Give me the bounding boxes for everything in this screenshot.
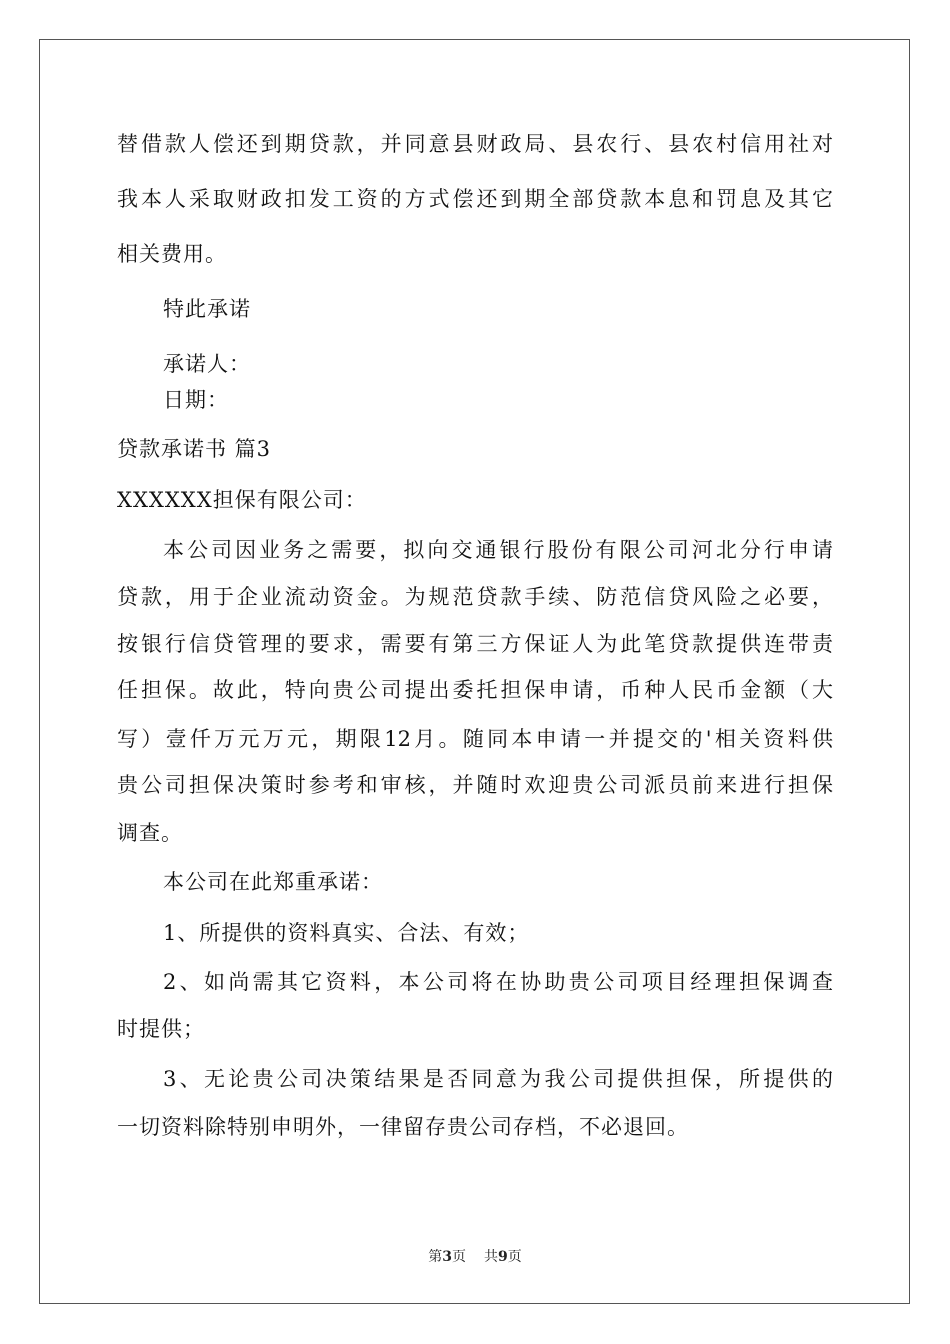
footer-total-suffix: 页 xyxy=(507,1249,522,1265)
text-line: 任担保。故此，特向贵公司提出委托担保申请，币种人民币金额（大 xyxy=(117,678,833,702)
footer-prefix: 第 xyxy=(428,1249,443,1265)
promisor-label: 承诺人： xyxy=(163,352,251,376)
date-label: 日期： xyxy=(163,388,229,412)
commitment-intro: 本公司在此郑重承诺： xyxy=(163,870,383,894)
text-line: 本公司因业务之需要，拟向交通银行股份有限公司河北分行申请 xyxy=(163,538,833,562)
footer-total-prefix: 共 xyxy=(484,1249,498,1265)
total-pages: 9 xyxy=(498,1249,508,1265)
text-line: 写）壹仟万元万元，期限12月。随同本申请一并提交的'相关资料供 xyxy=(117,727,833,751)
addressee: XXXXXX担保有限公司： xyxy=(117,488,367,512)
text-line: 贵公司担保决策时参考和审核，并随时欢迎贵公司派员前来进行担保 xyxy=(117,773,833,797)
text-line: 调查。 xyxy=(117,821,183,845)
commitment-item-2: 2、如尚需其它资料，本公司将在协助贵公司项目经理担保调查 xyxy=(163,970,833,994)
page-footer xyxy=(0,1248,950,1266)
text-line: 替借款人偿还到期贷款，并同意县财政局、县农行、县农村信用社对 xyxy=(117,132,833,156)
closing-phrase: 特此承诺 xyxy=(163,297,251,321)
text-line: 时提供； xyxy=(117,1017,205,1041)
commitment-item-3: 3、无论贵公司决策结果是否同意为我公司提供担保，所提供的 xyxy=(163,1067,833,1091)
footer-page-suffix: 页 xyxy=(452,1249,466,1265)
text-line: 相关费用。 xyxy=(117,242,227,266)
commitment-item-1: 1、所提供的资料真实、合法、有效； xyxy=(163,921,530,945)
text-line: 按银行信贷管理的要求，需要有第三方保证人为此笔贷款提供连带责 xyxy=(117,632,833,656)
text-line: 贷款，用于企业流动资金。为规范贷款手续、防范信贷风险之必要， xyxy=(117,585,833,609)
text-line: 我本人采取财政扣发工资的方式偿还到期全部贷款本息和罚息及其它 xyxy=(117,187,833,211)
section-heading: 贷款承诺书 篇3 xyxy=(117,437,272,461)
page-number: 3 xyxy=(442,1249,452,1265)
text-line: 一切资料除特别申明外，一律留存贵公司存档，不必退回。 xyxy=(117,1115,689,1139)
